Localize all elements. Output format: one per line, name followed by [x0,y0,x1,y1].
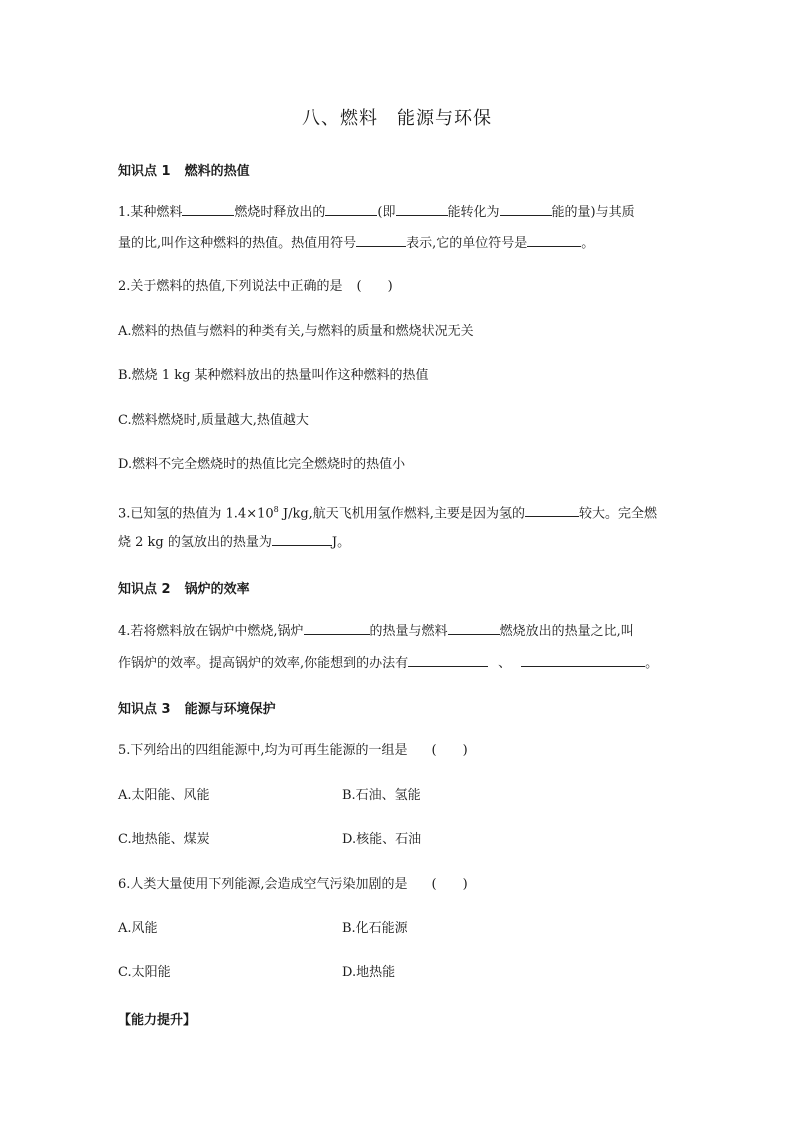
option-d: D.地热能 [342,965,396,980]
question-3-line-1: 3.已知氢的热值为 $1.4\times 10^8$ J/kg,航天飞机用氢作燃料,主要是因为氢的 较大。完全燃 [118,505,657,522]
section-name: 燃料的热值 [184,164,250,179]
option-c: C.燃料燃烧时,质量越大,热值越大 [118,413,309,428]
section-number: 知识点 1 [118,164,171,179]
section-heading-2 [118,578,250,597]
option-d: D.核能、石油 [342,832,422,847]
option-c: C.太阳能 [118,965,171,980]
question-5-stem: 5.下列给出的四组能源中,均为可再生能源的一组是 ( ) [118,743,468,758]
answer-blank[interactable] [182,202,234,216]
answer-paren[interactable]: ( ) [431,877,468,892]
answer-blank[interactable] [356,233,406,247]
section-heading-1 [118,160,250,179]
answer-blank[interactable] [272,532,332,546]
answer-blank[interactable] [304,621,370,635]
answer-blank[interactable] [525,503,579,517]
question-6-stem: 6.人类大量使用下列能源,会造成空气污染加剧的是 ( ) [118,877,468,892]
answer-paren[interactable]: ( ) [431,743,468,758]
section-name: 能源与环境保护 [184,702,276,717]
answer-blank[interactable] [325,202,377,216]
answer-blank[interactable] [521,653,645,667]
page-title: 八、燃料 能源与环保 [302,108,492,129]
option-a: A.太阳能、风能 [118,788,210,803]
answer-blank[interactable] [408,653,488,667]
section-number: 知识点 3 [118,702,171,717]
question-2-stem: 2.关于燃料的热值,下列说法中正确的是 ( ) [118,279,393,294]
answer-blank[interactable] [500,202,552,216]
answer-blank[interactable] [448,621,500,635]
option-b: B.石油、氢能 [342,788,421,803]
option-d: D.燃料不完全燃烧时的热值比完全燃烧时的热值小 [118,457,406,472]
section-heading-3 [118,698,276,717]
question-4-line-1: 4.若将燃料放在锅炉中燃烧,锅炉 的热量与燃料 燃烧放出的热量之比,叫 [118,621,634,641]
option-c: C.地热能、煤炭 [118,832,210,847]
section-number: 知识点 2 [118,582,171,597]
option-b: B.燃烧 1 kg 某种燃料放出的热量叫作这种燃料的热值 [118,368,429,383]
answer-blank[interactable] [527,233,581,247]
answer-paren[interactable]: ( ) [356,279,393,294]
question-1-line-1: 1.某种燃料 燃烧时释放出的 (即 能转化为 能的量)与其质 [118,202,635,222]
option-a: A.燃料的热值与燃料的种类有关,与燃料的质量和燃烧状况无关 [118,324,474,339]
question-4-line-2: 作锅炉的效率。提高锅炉的效率,你能想到的办法有 、 。 [118,653,658,673]
question-3-line-2: 烧 2 kg 的氢放出的热量为 J。 [118,532,350,552]
option-a: A.风能 [118,921,158,936]
answer-blank[interactable] [396,202,448,216]
option-b: B.化石能源 [342,921,408,936]
ability-section-heading: 【能力提升】 [118,1013,197,1028]
question-1-line-2: 量的比,叫作这种燃料的热值。热值用符号 表示,它的单位符号是 。 [118,233,594,253]
section-name: 锅炉的效率 [184,582,250,597]
